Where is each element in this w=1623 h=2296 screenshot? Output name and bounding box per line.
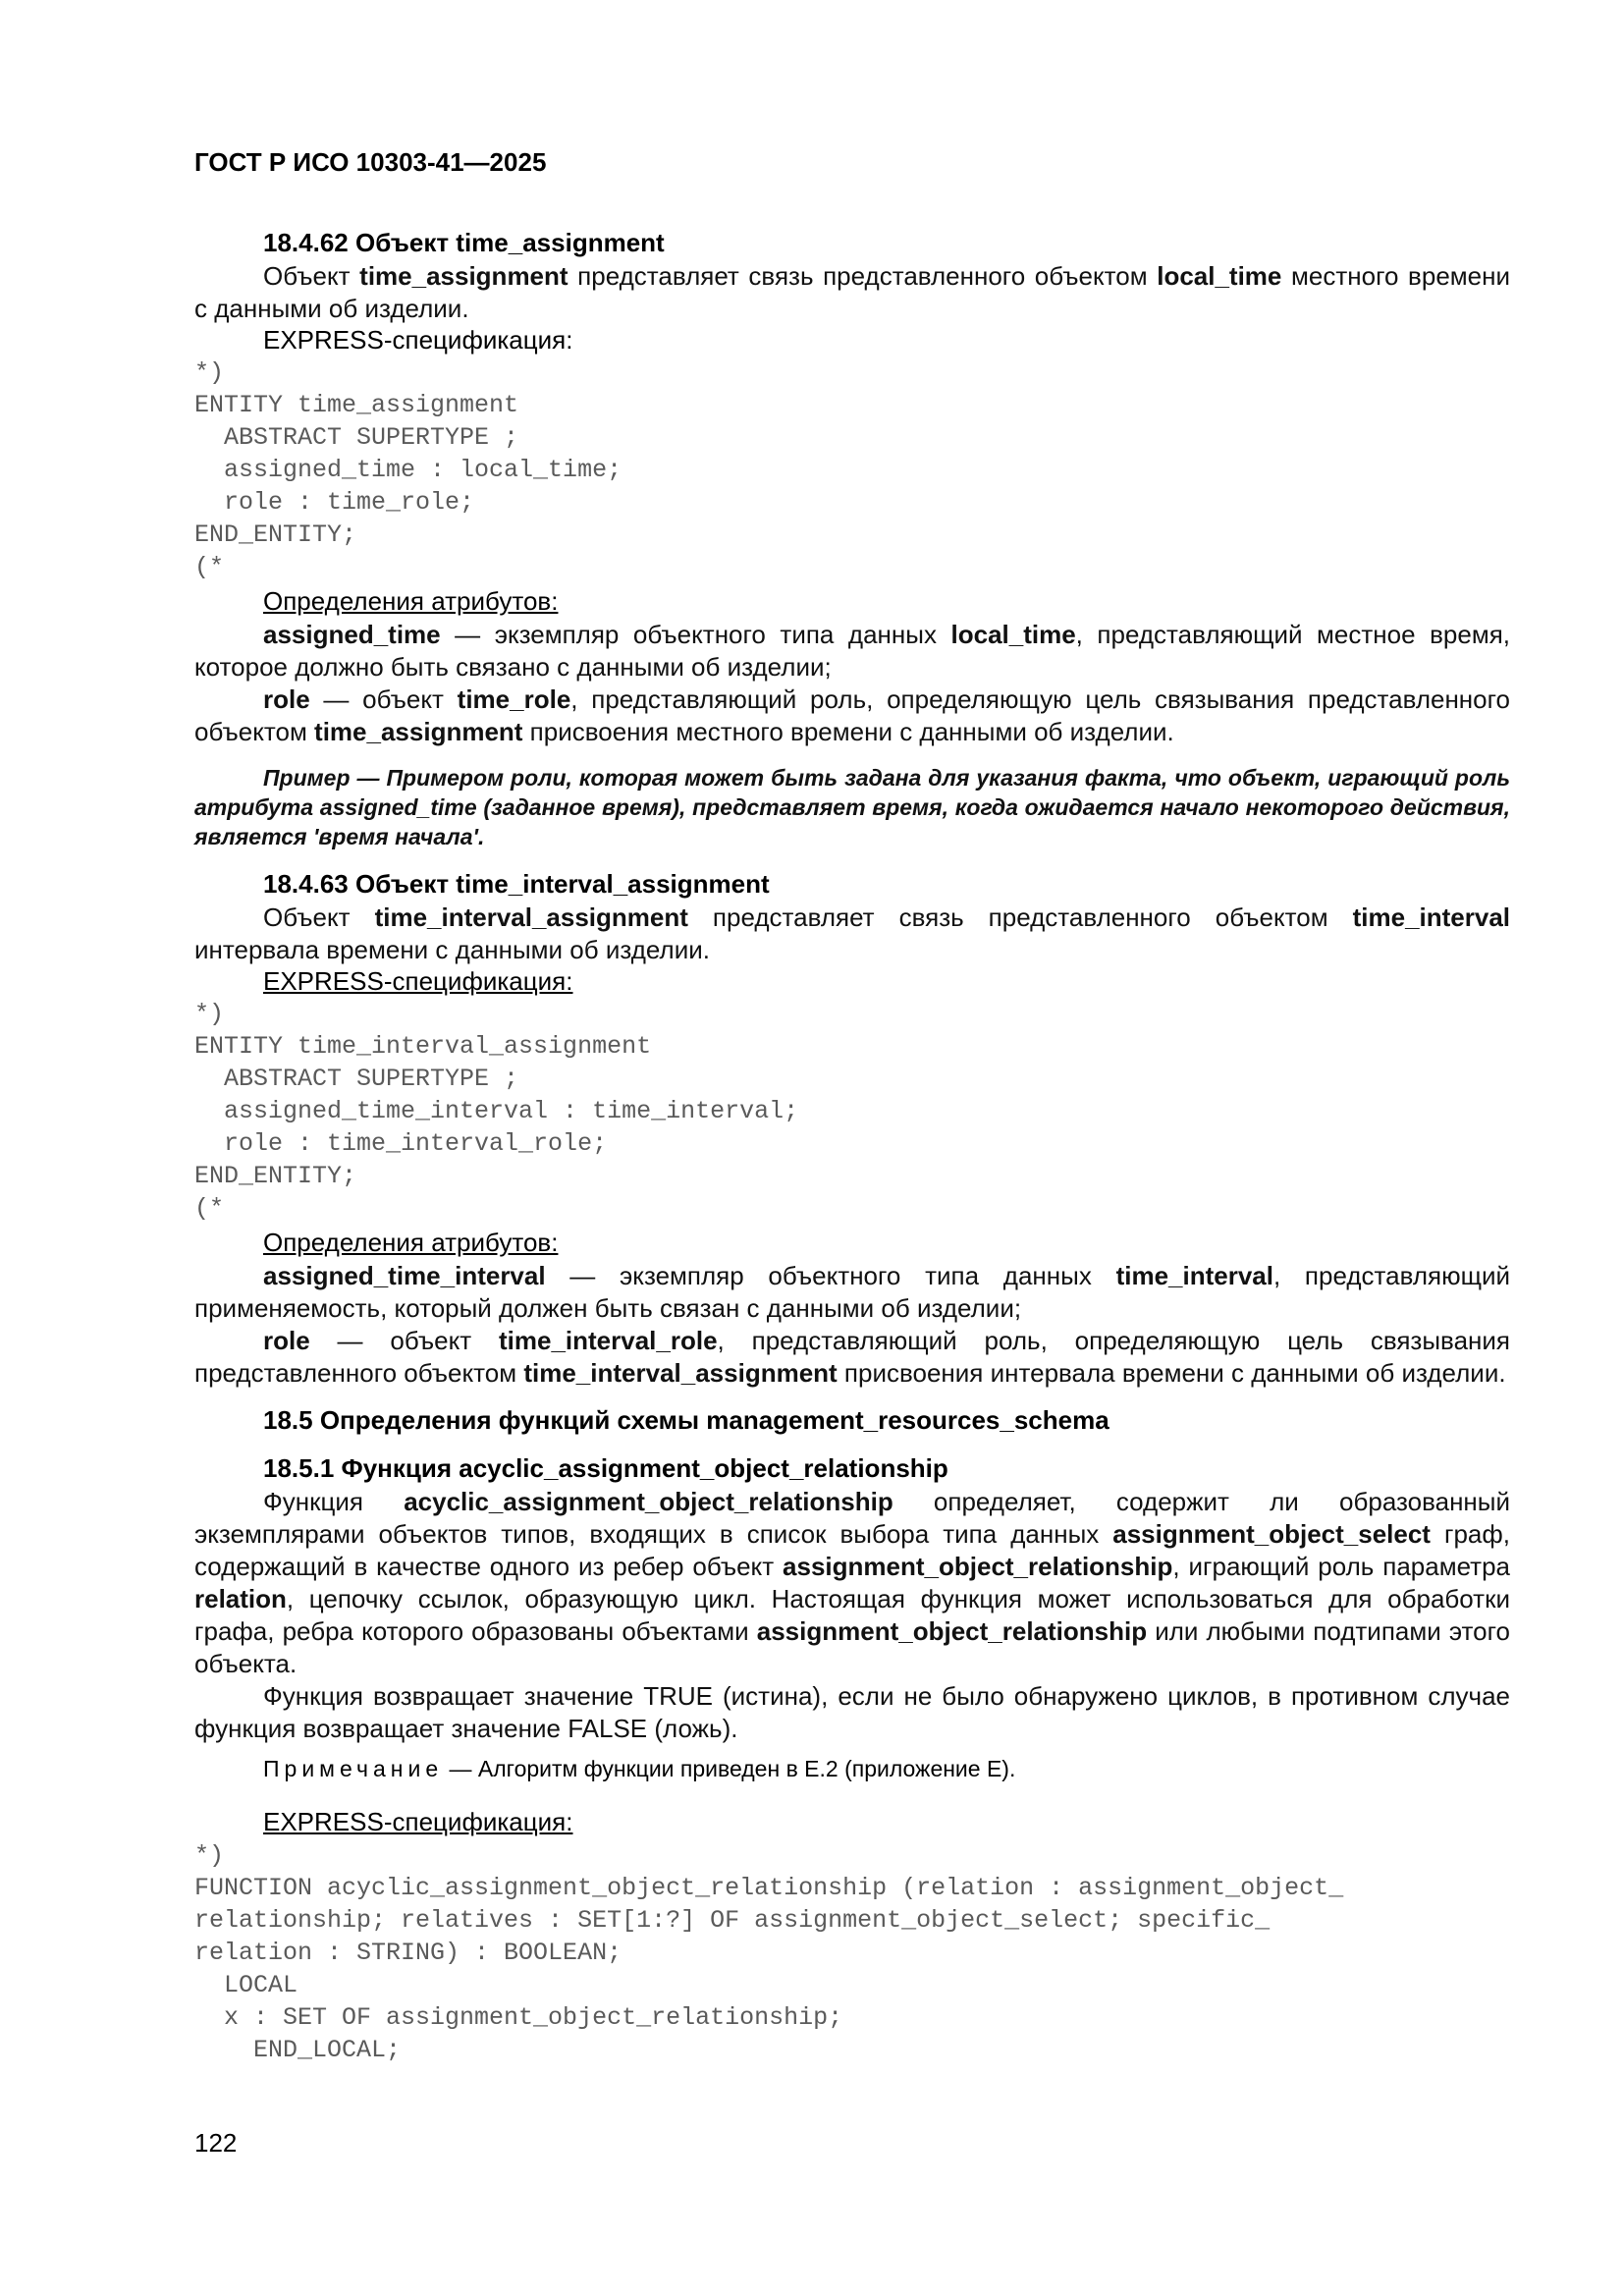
- paragraph-acyclic-function-description: Функция acyclic_assignment_object_relationship определяет, содержит ли образованный экземплярами объектов типов, входящих в список выбора типа данных assignment_object_select граф, содержащий в качестве одного из ребер объект assignment_object_relationship, играющий роль параметра relation, цепочку ссылок, образующую цикл. Настоящая функция может использоваться для обработки графа, ребра которого образованы объектами assignment_object_relationship или любыми подтипами этого объекта.: [194, 1487, 1510, 1678]
- document-header: ГОСТ Р ИСО 10303-41—2025: [194, 147, 547, 177]
- attribute-definition: role — объект time_interval_role, представляющий роль, определяющую цель связывания представленного объектом time_interval_assignment присвоения интервала времени с данными об изделии.: [194, 1326, 1510, 1388]
- attribute-definition: role — объект time_role, представляющий роль, определяющую цель связывания представленного объектом time_assignment присвоения местного времени с данными об изделии.: [194, 684, 1510, 746]
- express-label: EXPRESS-спецификация:: [263, 966, 573, 996]
- section-heading-time-interval-assignment: 18.4.63 Объект time_interval_assignment: [263, 869, 770, 899]
- express-code-block: *) ENTITY time_assignment ABSTRACT SUPERTYPE ; assigned_time : local_time; role : time_role; END_ENTITY; (*: [194, 358, 622, 581]
- note-label: Примечание: [263, 1756, 444, 1781]
- page-number: 122: [194, 2128, 238, 2158]
- paragraph-time-interval-assignment-intro: Объект time_interval_assignment представляет связь представленного объектом time_interval интервала времени с данными об изделии.: [194, 902, 1511, 964]
- section-heading-time-assignment: 18.4.62 Объект time_assignment: [263, 228, 665, 257]
- express-label: EXPRESS-спецификация:: [263, 1807, 573, 1836]
- section-heading-function-definitions: 18.5 Определения функций схемы management_resources_schema: [263, 1405, 1109, 1435]
- express-label: EXPRESS-спецификация:: [263, 325, 573, 355]
- express-code-block: *) ENTITY time_interval_assignment ABSTRACT SUPERTYPE ; assigned_time_interval : time_interval; role : time_interval_role; END_ENTITY; (*: [194, 1000, 799, 1223]
- paragraph-time-assignment-intro: Объект time_assignment представляет связь представленного объектом local_time местного времени с данными об изделии.: [194, 261, 1510, 323]
- attribute-definition: assigned_time_interval — экземпляр объектного типа данных time_interval, представляющий применяемость, который должен быть связан с данными об изделии;: [194, 1261, 1511, 1323]
- note: [263, 1756, 1015, 1782]
- attribute-definition: assigned_time — экземпляр объектного типа данных local_time, представляющий местное время, которое должно быть связано с данными об изделии;: [194, 620, 1511, 682]
- attributes-label: Определения атрибутов:: [263, 1228, 559, 1257]
- section-heading-acyclic-function: 18.5.1 Функция acyclic_assignment_object_relationship: [263, 1453, 948, 1483]
- attributes-label: Определения атрибутов:: [263, 586, 559, 616]
- note-text: — Алгоритм функции приведен в Е.2 (приложение Е).: [443, 1756, 1016, 1781]
- example-note: Пример — Примером роли, которая может быть задана для указания факта, что объект, играющий роль атрибута assigned_time (заданное время), представляет время, когда ожидается начало некоторого действия, является 'время начала'.: [194, 765, 1510, 849]
- express-code-block: *) FUNCTION acyclic_assignment_object_relationship (relation : assignment_object_ relationship; relatives : SET[1:?] OF assignment_object_select; specific_ relation : STRING) : BOOLEAN; LOCAL x : SET OF assignment_object_relationship; END_LOCAL;: [194, 1841, 1344, 2064]
- paragraph-return-value: Функция возвращает значение TRUE (истина), если не было обнаружено циклов, в противном случае функция возвращает значение FALSE (ложь).: [194, 1681, 1510, 1743]
